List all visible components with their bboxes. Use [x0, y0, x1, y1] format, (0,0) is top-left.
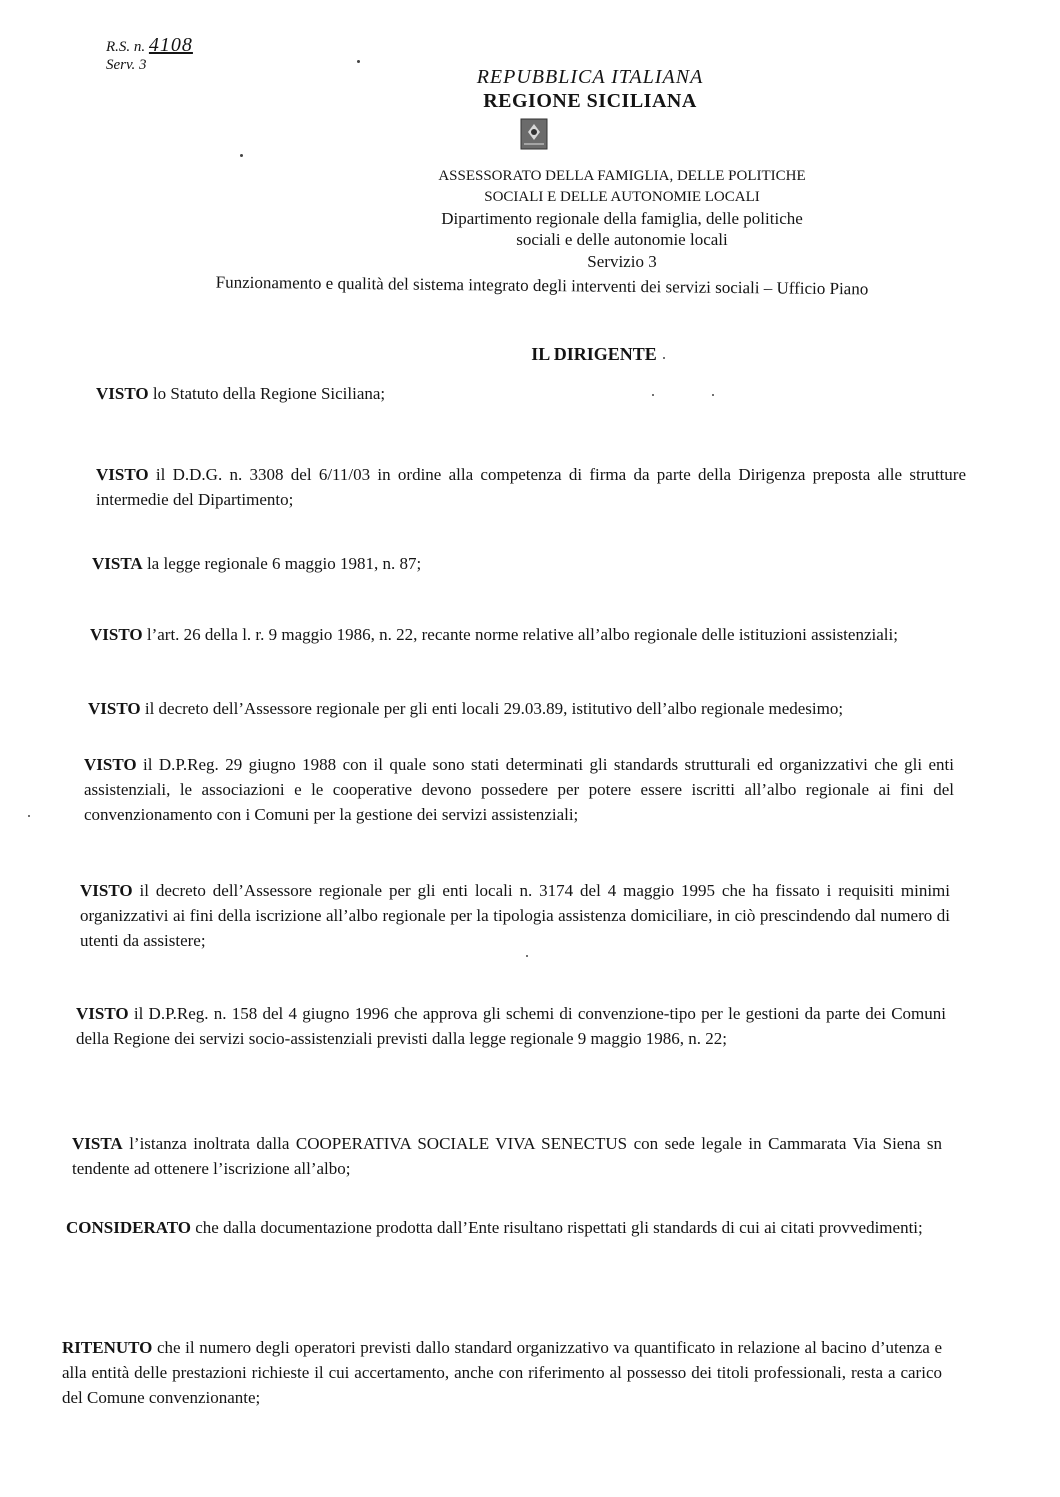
serv-label: Serv. 3 [106, 57, 147, 73]
paragraph-text: il decreto dell’Assessore regionale per gli enti locali 29.03.89, istitutivo dell’albo regionale medesimo; [140, 699, 844, 718]
assessorato-line-2: SOCIALI E DELLE AUTONOMIE LOCALI [484, 189, 760, 205]
rs-number-handwritten: 4108 [148, 34, 193, 56]
region-emblem-icon [520, 118, 548, 152]
paragraph-11 [62, 1335, 942, 1410]
rs-number-line [106, 36, 193, 56]
paragraph-text: lo Statuto della Regione Siciliana; [148, 384, 386, 403]
scan-speck [652, 394, 654, 396]
keyword: VISTA [92, 554, 143, 573]
scan-speck [28, 815, 30, 817]
assessorato-block [92, 166, 1060, 187]
keyword: VISTO [76, 1004, 129, 1023]
paragraph-text: che il numero degli operatori previsti dallo standard organizzativo va quantificato in relazione al bacino d’utenza e alla entità delle prestazioni richieste il cui accertamento, anche con riferimento al possesso dei titoli professionali, resta a carico del Comune convenzionante; [62, 1338, 942, 1407]
keyword: VISTA [72, 1134, 123, 1153]
paragraph-10 [66, 1215, 946, 1240]
dipartimento-line-1: Dipartimento regionale della famiglia, delle politiche [441, 209, 803, 228]
servizio-label: Servizio 3 [587, 252, 657, 271]
paragraph-text: il D.P.Reg. n. 158 del 4 giugno 1996 che approva gli schemi di convenzione-tipo per le gestioni da parte dei Comuni della Regione dei servizi socio-assistenziali previsti dalla legge regionale 9 maggio 1986, n. 22; [76, 1004, 946, 1048]
paragraph-9 [72, 1131, 942, 1181]
paragraph-8 [76, 1001, 946, 1051]
scan-speck [357, 60, 360, 63]
paragraph-text: l’art. 26 della l. r. 9 maggio 1986, n. 22, recante norme relative all’albo regionale delle istituzioni assistenziali; [142, 625, 898, 644]
paragraph-6 [84, 752, 954, 827]
paragraph-text: l’istanza inoltrata dalla COOPERATIVA SOCIALE VIVA SENECTUS con sede legale in Cammarata Via Siena sn tendente ad ottenere l’iscrizione all’albo; [72, 1134, 942, 1178]
keyword: VISTO [84, 755, 137, 774]
keyword: CONSIDERATO [66, 1218, 192, 1237]
scan-speck [526, 955, 528, 957]
scan-speck [663, 357, 665, 359]
scan-speck [712, 394, 714, 396]
paragraph-7 [80, 878, 950, 953]
paragraph-text: il decreto dell’Assessore regionale per gli enti locali n. 3174 del 4 maggio 1995 che ha fissato i requisiti minimi organizzativi ai fini della iscrizione all’albo regionale per la tipologia assistenza domiciliare, in ciò prescindendo dal numero di utenti da assistere; [80, 881, 950, 950]
paragraph-2 [96, 462, 966, 512]
paragraph-1 [96, 381, 966, 406]
document-title: IL DIRIGENTE [531, 344, 657, 364]
keyword: VISTO [96, 465, 149, 484]
keyword: VISTO [90, 625, 143, 644]
keyword: VISTO [96, 384, 149, 403]
dipartimento-line-2: sociali e delle autonomie locali [516, 230, 728, 249]
assessorato-line-1: ASSESSORATO DELLA FAMIGLIA, DELLE POLITICHE [438, 168, 806, 184]
rs-label: R.S. n. [106, 39, 146, 55]
keyword: RITENUTO [62, 1338, 153, 1357]
paragraph-text: che dalla documentazione prodotta dall’Ente risultano rispettati gli standards di cui ai citati provvedimenti; [191, 1218, 923, 1237]
repubblica-heading: REPUBBLICA ITALIANA [476, 66, 704, 88]
paragraph-text: il D.P.Reg. 29 giugno 1988 con il quale sono stati determinati gli standards strutturali ed organizzativi che gli enti assistenziali, le associazioni e le cooperative devono possedere per potere essere iscritti all’albo regionale ai fini del convenzionamento con i Comuni per la gestione dei servizi assistenziali; [84, 755, 954, 824]
paragraph-5 [88, 696, 958, 721]
paragraph-text: la legge regionale 6 maggio 1981, n. 87; [142, 554, 422, 573]
keyword: VISTO [88, 699, 141, 718]
regione-heading: REGIONE SICILIANA [483, 90, 697, 112]
funzionamento-line: Funzionamento e qualità del sistema integrato degli interventi dei servizi sociali – Ufficio Piano [215, 272, 869, 299]
scan-speck [240, 154, 243, 157]
paragraph-text: il D.D.G. n. 3308 del 6/11/03 in ordine alla competenza di firma da parte della Dirigenza preposta alle strutture intermedie del Dipartimento; [96, 465, 966, 509]
paragraph-4 [90, 622, 960, 647]
paragraph-3 [92, 551, 962, 576]
keyword: VISTO [80, 881, 133, 900]
